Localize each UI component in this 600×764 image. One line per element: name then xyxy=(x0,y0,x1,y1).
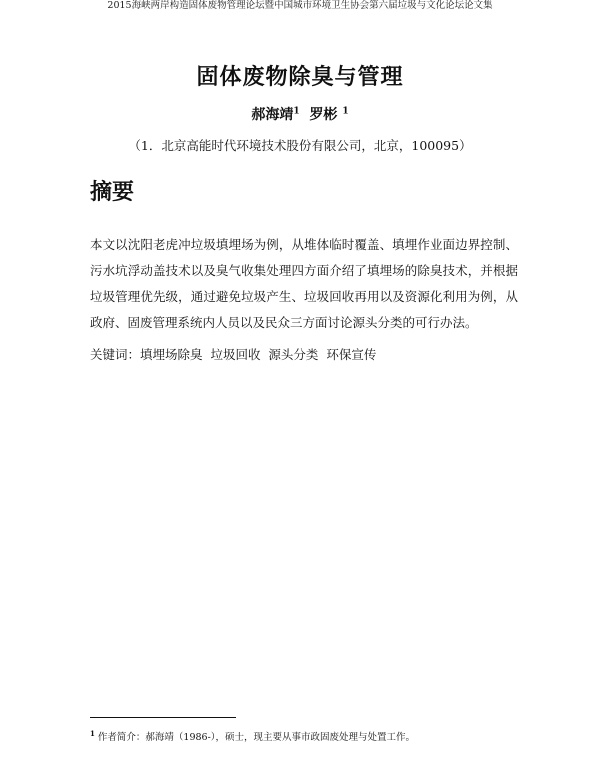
author-line xyxy=(0,104,600,124)
page-title: 固体废物除臭与管理 xyxy=(196,64,404,90)
author-affiliation-mark: 1 xyxy=(342,106,349,117)
abstract-heading: 摘要 xyxy=(90,179,135,205)
abstract-body: 本文以沈阳老虎冲垃圾填埋场为例，从堆体临时覆盖、填埋作业面边界控制、污水坑浮动盖技术以及臭气收集处理四方面介绍了填埋场的除臭技术，并根据垃圾管理优先级，通过避免垃圾产生、垃圾回收再用以及资源化利用为例，从政府、固废管理系统内人员以及民众三方面讨论源头分类的可行办法。 xyxy=(90,237,518,330)
author-name: 郝海靖 xyxy=(251,107,294,123)
keywords-line xyxy=(90,345,518,365)
running-header: 2015海峡两岸构造固体废物管理论坛暨中国城市环境卫生协会第六届垃圾与文化论坛论文集 xyxy=(107,0,493,11)
footnote xyxy=(90,727,530,745)
affiliation: （1．北京高能时代环境技术股份有限公司，北京，100095） xyxy=(128,138,472,153)
author-affiliation-mark: 1 xyxy=(293,106,300,117)
keywords-items: 填埋场除臭 垃圾回收 源头分类 环保宣传 xyxy=(140,347,377,362)
keywords-label: 关键词： xyxy=(90,347,141,362)
footnote-divider xyxy=(90,717,236,718)
author-name: 罗彬 xyxy=(309,107,338,123)
footnote-mark: 1 xyxy=(90,729,95,738)
footnote-text: 作者简介：郝海靖（1986-），硕士，现主要从事市政固废处理与处置工作。 xyxy=(97,732,416,744)
